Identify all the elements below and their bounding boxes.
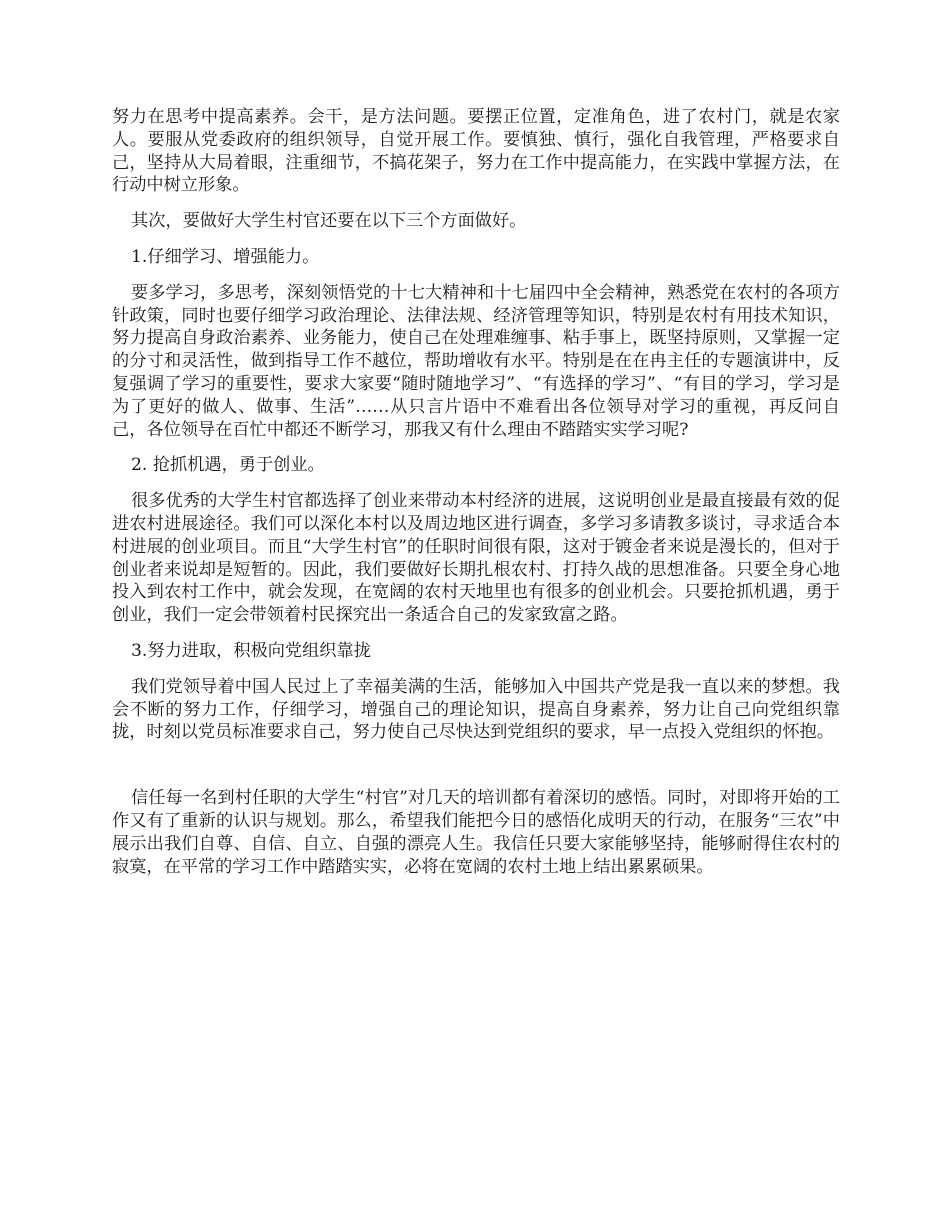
section-heading-1: 1.仔细学习、增强能力。 [131, 246, 320, 267]
section-gap [112, 757, 840, 787]
paragraph-opening: 努力在思考中提高素养。会干，是方法问题。要摆正位置，定准角色，进了农村门，就是农家人。要服从党委政府的组织领导，自觉开展工作。要慎独、慎行，强化自我管理，严格要求自己，坚持从大局着眼，注重细节，不搞花架子，努力在工作中提高能力，在实践中掌握方法，在行动中树立形象。 [112, 107, 840, 196]
section-heading-2: 2. 抢抓机遇，勇于创业。 [131, 455, 325, 476]
section-heading-3: 3.努力进取，积极向党组织靠拢 [131, 640, 371, 661]
paragraph-closing: 信任每一名到村任职的大学生“村官”对几天的培训都有着深切的感悟。同时，对即将开始的工作又有了重新的认识与规划。那么，希望我们能把今日的感悟化成明天的行动，在服务“三农”中展示出我们自尊、自信、自立、自强的漂亮人生。我信任只要大家能够坚持，能够耐得住农村的寂寞，在平常的学习工作中踏踏实实，必将在宽阔的农村土地上结出累累硕果。 [112, 788, 840, 877]
document-body [112, 106, 840, 891]
paragraph-section-2: 很多优秀的大学生村官都选择了创业来带动本村经济的进展，这说明创业是最直接最有效的促进农村进展途径。我们可以深化本村以及周边地区进行调查，多学习多请教多谈讨，寻求适合本村进展的创业项目。而且“大学生村官”的任职时间很有限，这对于镀金者来说是漫长的，但对于创业者来说却是短暂的。因此，我们要做好长期扎根农村、打持久战的思想准备。只要全身心地投入到农村工作中，就会发现，在宽阔的农村天地里也有很多的创业机会。只要抢抓机遇，勇于创业，我们一定会带领着村民探究出一条适合自己的发家致富之路。 [112, 491, 840, 626]
paragraph-intro: 其次，要做好大学生村官还要在以下三个方面做好。 [131, 211, 527, 232]
paragraph-section-1: 要多学习，多思考，深刻领悟党的十七大精神和十七届四中全会精神，熟悉党在农村的各项方针政策，同时也要仔细学习政治理论、法律法规、经济管理等知识，特别是农村有用技术知识，努力提高自身政治素养、业务能力，使自己在处理难缠事、粘手事上，既坚持原则，又掌握一定的分寸和灵活性，做到指导工作不越位，帮助增收有水平。特别是在在冉主任的专题演讲中，反复强调了学习的重要性，要求大家要“随时随地学习”、“有选择的学习”、“有目的学习，学习是为了更好的做人、做事、生活”……从只言片语中不难看出各位领导对学习的重视，再反问自己，各位领导在百忙中都还不断学习，那我又有什么理由不踏踏实实学习呢? [112, 282, 840, 440]
paragraph-section-3: 我们党领导着中国人民过上了幸福美满的生活，能够加入中国共产党是我一直以来的梦想。我会不断的努力工作，仔细学习，增强自己的理论知识，提高自身素养，努力让自己向党组织靠拢，时刻以党员标准要求自己，努力使自己尽快达到党组织的要求，早一点投入党组织的怀抱。 [112, 676, 840, 743]
